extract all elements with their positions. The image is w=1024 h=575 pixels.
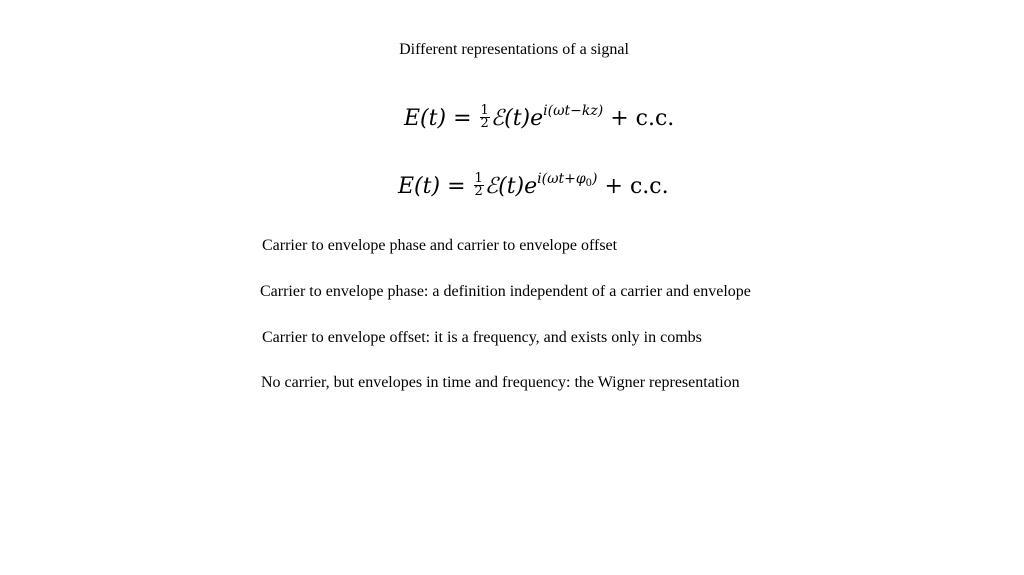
- text-line-4: No carrier, but envelopes in time and frequency: the Wigner representation: [261, 374, 740, 391]
- equation-field-carrier-phase: [398, 172, 669, 206]
- fraction-numerator: 1: [474, 170, 483, 186]
- exponent-subscript: 0: [585, 178, 593, 189]
- equation-equals: =: [453, 106, 472, 131]
- equation-envelope: ℰ(t)e: [484, 174, 538, 199]
- exponent-close: ): [592, 171, 598, 187]
- equation-tail: + c.c.: [610, 106, 675, 131]
- text-line-3: Carrier to envelope offset: it is a frequency, and exists only in combs: [262, 329, 702, 346]
- fraction-numerator: 1: [480, 102, 489, 118]
- equation-envelope: ℰ(t)e: [490, 106, 544, 131]
- equation-field-carrier-kz: [404, 104, 674, 136]
- equation-fraction: [480, 102, 490, 131]
- fraction-denominator: 2: [474, 183, 483, 199]
- text-line-1: Carrier to envelope phase and carrier to envelope offset: [262, 237, 618, 254]
- equation-exponent: i(ωt−kz): [543, 103, 604, 119]
- fraction-denominator: 2: [480, 115, 489, 131]
- exponent-main: i(ωt+φ: [537, 171, 586, 187]
- equation-lhs: E(t): [404, 106, 447, 131]
- equation-tail: + c.c.: [604, 174, 669, 199]
- equation-equals: =: [447, 174, 466, 199]
- slide-title: Different representations of a signal: [399, 41, 629, 58]
- equation-fraction: [474, 170, 484, 199]
- equation-exponent: [537, 171, 597, 187]
- text-line-2: Carrier to envelope phase: a definition independent of a carrier and envelope: [260, 283, 751, 300]
- equation-lhs: E(t): [398, 174, 441, 199]
